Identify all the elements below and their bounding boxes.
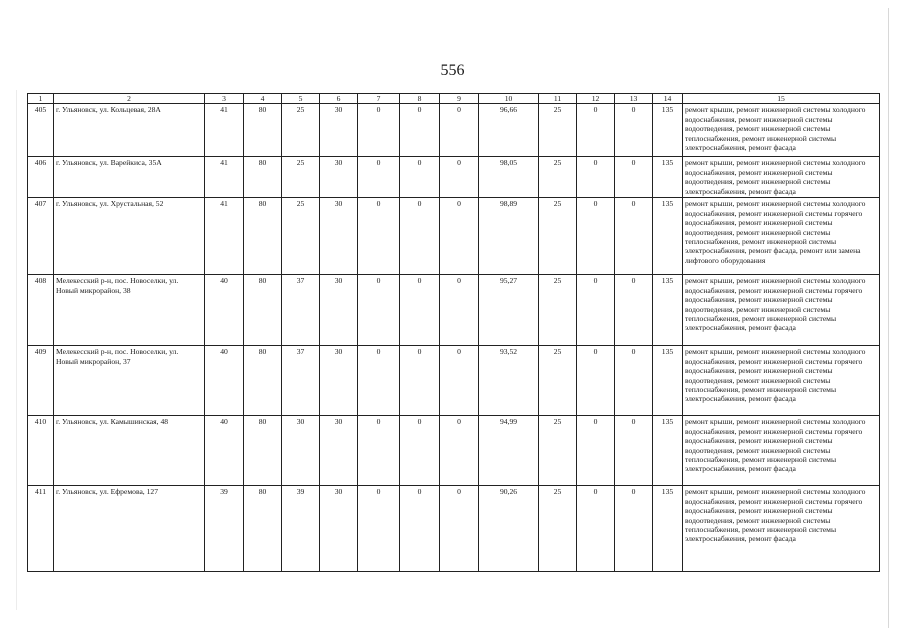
- value-cell: 41: [205, 198, 244, 275]
- value-cell: 0: [615, 157, 653, 198]
- value-cell: 0: [577, 275, 615, 346]
- value-cell: 25: [539, 346, 577, 416]
- value-cell: 0: [615, 346, 653, 416]
- value-cell: 0: [400, 275, 440, 346]
- value-cell: 135: [653, 486, 683, 572]
- works-cell: ремонт крыши, ремонт инженерной системы холодного водоснабжения, ремонт инженерной системы горячего водоснабжения, ремонт инженерной системы водоотведения, ремонт инженерной системы теплоснабжения, ремонт инженерной системы электроснабжения, ремонт фасада: [683, 486, 880, 572]
- value-cell: 0: [358, 275, 400, 346]
- value-cell: 0: [358, 198, 400, 275]
- value-cell: 0: [358, 416, 400, 486]
- table-body: [28, 94, 880, 572]
- scan-edge-left: [16, 90, 17, 610]
- value-cell: 0: [440, 346, 479, 416]
- value-cell: 80: [244, 198, 282, 275]
- value-cell: 0: [577, 157, 615, 198]
- value-cell: 0: [400, 198, 440, 275]
- column-number: 9: [440, 94, 479, 104]
- works-cell: ремонт крыши, ремонт инженерной системы холодного водоснабжения, ремонт инженерной системы горячего водоснабжения, ремонт инженерной системы водоотведения, ремонт инженерной системы теплоснабжения, ремонт инженерной системы электроснабжения, ремонт фасада: [683, 416, 880, 486]
- address-cell: Мелекесский р-н, пос. Новоселки, ул. Новый микрорайон, 38: [54, 275, 205, 346]
- value-cell: 0: [400, 346, 440, 416]
- address-cell: г. Ульяновск, ул. Варейкиса, 35А: [54, 157, 205, 198]
- value-cell: 80: [244, 104, 282, 157]
- value-cell: 0: [577, 198, 615, 275]
- table-row: [28, 104, 880, 157]
- column-number: 11: [539, 94, 577, 104]
- value-cell: 39: [282, 486, 320, 572]
- value-cell: 0: [440, 275, 479, 346]
- value-cell: 25: [282, 157, 320, 198]
- value-cell: 0: [358, 346, 400, 416]
- value-cell: 0: [440, 198, 479, 275]
- value-cell: 98,89: [479, 198, 539, 275]
- column-number-row: [28, 94, 880, 104]
- value-cell: 30: [320, 416, 358, 486]
- value-cell: 41: [205, 104, 244, 157]
- column-number: 4: [244, 94, 282, 104]
- value-cell: 30: [320, 275, 358, 346]
- value-cell: 0: [615, 275, 653, 346]
- value-cell: 0: [358, 157, 400, 198]
- value-cell: 135: [653, 198, 683, 275]
- value-cell: 40: [205, 346, 244, 416]
- table-row: [28, 416, 880, 486]
- value-cell: 135: [653, 157, 683, 198]
- value-cell: 41: [205, 157, 244, 198]
- value-cell: 25: [539, 275, 577, 346]
- value-cell: 80: [244, 275, 282, 346]
- table-row: [28, 486, 880, 572]
- address-cell: г. Ульяновск, ул. Хрустальная, 52: [54, 198, 205, 275]
- column-number: 8: [400, 94, 440, 104]
- value-cell: 95,27: [479, 275, 539, 346]
- value-cell: 0: [615, 104, 653, 157]
- value-cell: 30: [320, 157, 358, 198]
- value-cell: 135: [653, 275, 683, 346]
- value-cell: 0: [577, 486, 615, 572]
- row-number: 408: [28, 275, 54, 346]
- value-cell: 98,05: [479, 157, 539, 198]
- table-row: [28, 275, 880, 346]
- row-number: 407: [28, 198, 54, 275]
- table-row: [28, 198, 880, 275]
- table-row: [28, 346, 880, 416]
- value-cell: 30: [320, 486, 358, 572]
- value-cell: 25: [539, 157, 577, 198]
- column-number: 2: [54, 94, 205, 104]
- value-cell: 37: [282, 346, 320, 416]
- page-number: 556: [440, 62, 465, 79]
- column-number: 13: [615, 94, 653, 104]
- column-number: 15: [683, 94, 880, 104]
- value-cell: 93,52: [479, 346, 539, 416]
- value-cell: 25: [539, 198, 577, 275]
- value-cell: 0: [400, 486, 440, 572]
- address-cell: г. Ульяновск, ул. Камышинская, 48: [54, 416, 205, 486]
- value-cell: 80: [244, 346, 282, 416]
- value-cell: 0: [615, 198, 653, 275]
- works-cell: ремонт крыши, ремонт инженерной системы холодного водоснабжения, ремонт инженерной системы горячего водоснабжения, ремонт инженерной системы водоотведения, ремонт инженерной системы теплоснабжения, ремонт инженерной системы электроснабжения, ремонт фасада: [683, 275, 880, 346]
- column-number: 6: [320, 94, 358, 104]
- value-cell: 25: [539, 416, 577, 486]
- value-cell: 0: [358, 486, 400, 572]
- works-cell: ремонт крыши, ремонт инженерной системы холодного водоснабжения, ремонт инженерной системы горячего водоснабжения, ремонт инженерной системы водоотведения, ремонт инженерной системы теплоснабжения, ремонт инженерной системы электроснабжения, ремонт фасада, ремонт или замена лифтового оборудования: [683, 198, 880, 275]
- value-cell: 0: [577, 104, 615, 157]
- column-number: 14: [653, 94, 683, 104]
- value-cell: 0: [440, 486, 479, 572]
- value-cell: 0: [615, 416, 653, 486]
- row-number: 409: [28, 346, 54, 416]
- value-cell: 90,26: [479, 486, 539, 572]
- column-number: 3: [205, 94, 244, 104]
- value-cell: 25: [539, 486, 577, 572]
- works-cell: ремонт крыши, ремонт инженерной системы холодного водоснабжения, ремонт инженерной системы водоотведения, ремонт инженерной системы электроснабжения, ремонт фасада: [683, 157, 880, 198]
- scan-edge-right: [888, 8, 889, 628]
- address-cell: г. Ульяновск, ул. Ефремова, 127: [54, 486, 205, 572]
- value-cell: 30: [282, 416, 320, 486]
- address-cell: г. Ульяновск, ул. Кольцевая, 28А: [54, 104, 205, 157]
- table-row: [28, 157, 880, 198]
- column-number: 5: [282, 94, 320, 104]
- column-number: 7: [358, 94, 400, 104]
- value-cell: 96,66: [479, 104, 539, 157]
- value-cell: 25: [539, 104, 577, 157]
- value-cell: 30: [320, 198, 358, 275]
- value-cell: 0: [577, 416, 615, 486]
- value-cell: 0: [440, 157, 479, 198]
- value-cell: 30: [320, 104, 358, 157]
- value-cell: 0: [577, 346, 615, 416]
- value-cell: 80: [244, 416, 282, 486]
- value-cell: 135: [653, 346, 683, 416]
- row-number: 405: [28, 104, 54, 157]
- value-cell: 25: [282, 104, 320, 157]
- value-cell: 0: [400, 157, 440, 198]
- value-cell: 0: [615, 486, 653, 572]
- row-number: 410: [28, 416, 54, 486]
- value-cell: 80: [244, 486, 282, 572]
- column-number: 10: [479, 94, 539, 104]
- value-cell: 135: [653, 416, 683, 486]
- value-cell: 40: [205, 275, 244, 346]
- row-number: 411: [28, 486, 54, 572]
- value-cell: 135: [653, 104, 683, 157]
- value-cell: 0: [440, 416, 479, 486]
- value-cell: 0: [400, 416, 440, 486]
- works-cell: ремонт крыши, ремонт инженерной системы холодного водоснабжения, ремонт инженерной системы водоотведения, ремонт инженерной системы теплоснабжения, ремонт инженерной системы электроснабжения, ремонт фасада: [683, 104, 880, 157]
- address-cell: Мелекесский р-н, пос. Новоселки, ул. Новый микрорайон, 37: [54, 346, 205, 416]
- value-cell: 0: [440, 104, 479, 157]
- works-cell: ремонт крыши, ремонт инженерной системы холодного водоснабжения, ремонт инженерной системы горячего водоснабжения, ремонт инженерной системы водоотведения, ремонт инженерной системы теплоснабжения, ремонт инженерной системы электроснабжения, ремонт фасада: [683, 346, 880, 416]
- row-number: 406: [28, 157, 54, 198]
- value-cell: 0: [400, 104, 440, 157]
- value-cell: 94,99: [479, 416, 539, 486]
- value-cell: 80: [244, 157, 282, 198]
- value-cell: 25: [282, 198, 320, 275]
- registry-table: [27, 93, 880, 572]
- value-cell: 30: [320, 346, 358, 416]
- value-cell: 39: [205, 486, 244, 572]
- value-cell: 37: [282, 275, 320, 346]
- value-cell: 0: [358, 104, 400, 157]
- value-cell: 40: [205, 416, 244, 486]
- column-number: 1: [28, 94, 54, 104]
- column-number: 12: [577, 94, 615, 104]
